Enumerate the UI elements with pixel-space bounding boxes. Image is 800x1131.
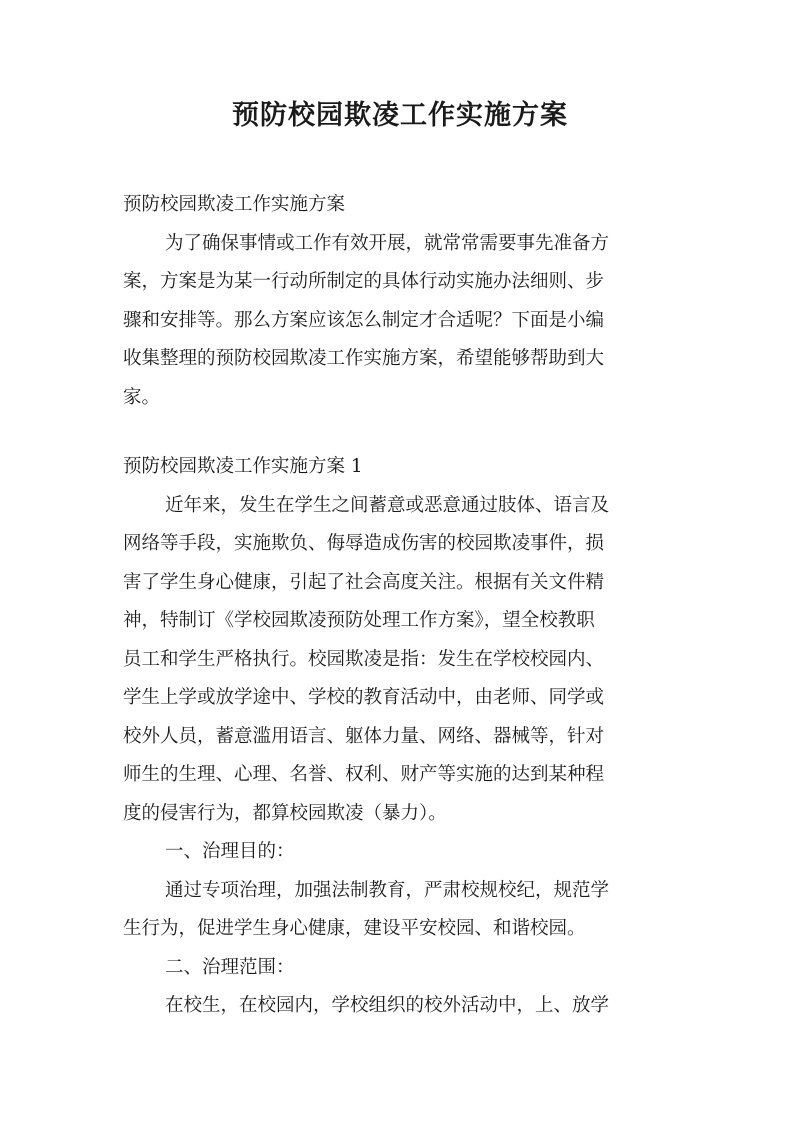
scope-heading: 二、治理范围： — [165, 956, 295, 978]
intro-heading: 预防校园欺凌工作实施方案 — [123, 194, 346, 215]
section-1 — [123, 448, 683, 1026]
intro-section — [123, 186, 683, 417]
section-1-line: 网络等手段，实施欺负、侮辱造成伤害的校园欺凌事件，损 — [123, 533, 605, 554]
intro-line: 骤和安排等。那么方案应该怎么制定才合适呢？下面是小编 — [123, 309, 605, 331]
section-1-line: 师生的生理、心理、名誉、权利、财产等实施的达到某种程 — [123, 764, 605, 785]
intro-line: 家。 — [123, 386, 161, 408]
section-1-line: 害了学生身心健康，引起了社会高度关注。根据有关文件精 — [123, 571, 605, 593]
section-1-line: 神，特制订《学校园欺凌预防处理工作方案》，望全校教职 — [123, 610, 595, 631]
intro-line: 案，方案是为某一行动所制定的具体行动实施办法细则、步 — [123, 271, 605, 292]
document-title: 预防校园欺凌工作实施方案 — [232, 100, 568, 131]
section-1-line: 员工和学生严格执行。校园欺凌是指：发生在学校校园内、 — [123, 648, 605, 670]
section-1-line: 学生上学或放学途中、学校的教育活动中，由老师、同学或 — [123, 687, 605, 708]
goal-line: 通过专项治理，加强法制教育，严肃校规校纪，规范学 — [165, 879, 610, 901]
section-1-heading: 预防校园欺凌工作实施方案 1 — [123, 456, 363, 477]
section-1-line: 度的侵害行为，都算校园欺凌（暴力）。 — [123, 802, 447, 824]
goal-line: 生行为，促进学生身心健康，建设平安校园、和谐校园。 — [123, 918, 586, 939]
scope-line: 在校生，在校园内，学校组织的校外活动中，上、放学 — [165, 995, 610, 1016]
intro-line: 为了确保事情或工作有效开展，就常常需要事先准备方 — [165, 232, 610, 254]
section-1-line: 校外人员，蓄意滥用语言、躯体力量、网络、器械等，针对 — [123, 725, 605, 747]
goal-heading: 一、治理目的： — [165, 841, 295, 862]
section-1-line: 近年来，发生在学生之间蓄意或恶意通过肢体、语言及 — [165, 494, 610, 516]
intro-line: 收集整理的预防校园欺凌工作实施方案，希望能够帮助到大 — [123, 348, 605, 369]
